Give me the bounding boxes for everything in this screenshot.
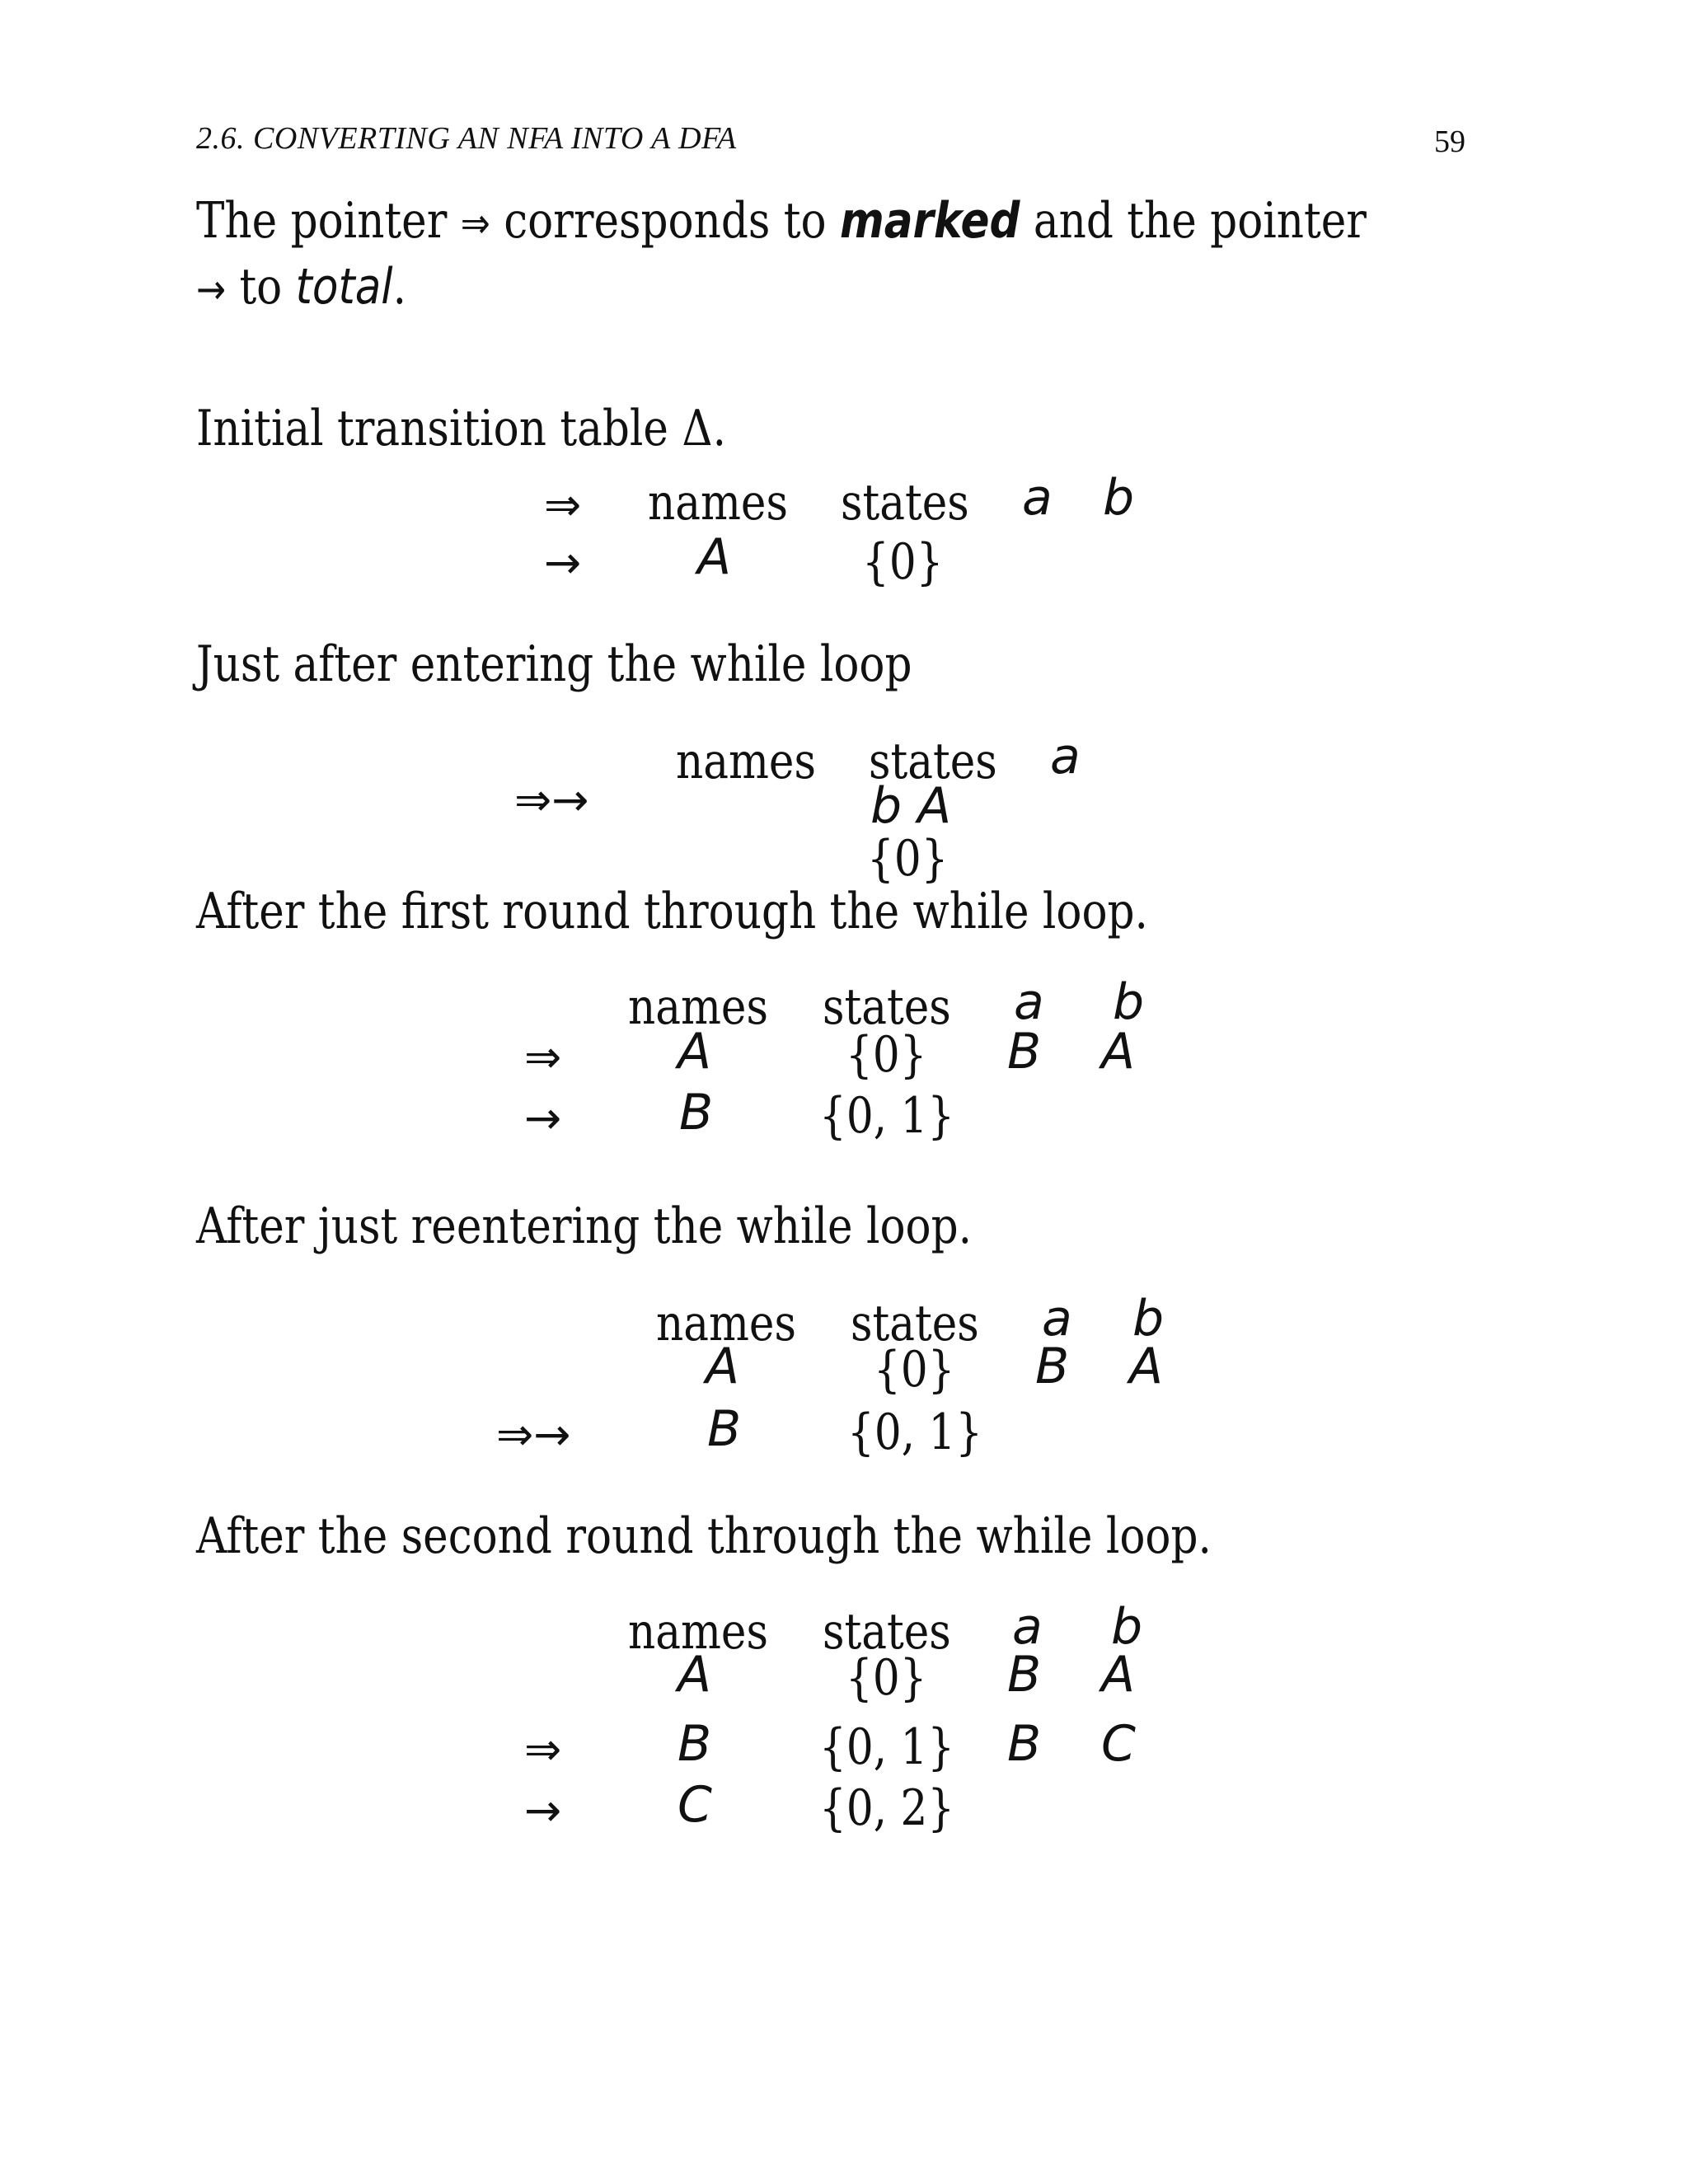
row2-states: {0, 1} (847, 1404, 983, 1461)
intro-text: and the pointer (1020, 192, 1367, 250)
header-states: states (851, 1295, 979, 1352)
total-pointer: → (544, 537, 582, 588)
row1-a: B (1035, 1338, 1070, 1395)
header-names: names (648, 474, 788, 532)
row2-states: {0, 1} (819, 1718, 955, 1776)
row-states: {0} (867, 830, 949, 888)
row1-a: B (1007, 1646, 1042, 1704)
total-pointer: → (524, 1784, 562, 1836)
intro-text: The pointer (196, 192, 461, 250)
row1-name: A (678, 1646, 712, 1704)
marked-pointer: ⇒ (524, 1031, 562, 1083)
header-states: states (823, 978, 951, 1036)
header-names: names (628, 978, 768, 1036)
header-states: states (841, 474, 969, 532)
marked-term: marked (839, 192, 1020, 250)
header-a: a (1042, 1290, 1072, 1347)
page-number: 59 (1434, 124, 1465, 159)
row1-b: A (1129, 1338, 1164, 1395)
header-b: b (1111, 1598, 1143, 1656)
section-heading-initial: Initial transition table Δ. (196, 400, 726, 457)
row1-b: A (1101, 1646, 1136, 1704)
section-heading-second-round: After the second round through the while loop. (196, 1507, 1212, 1565)
section-heading-entering: Just after entering the while loop (196, 635, 912, 693)
row2-name: B (707, 1400, 742, 1458)
row3-name: C (678, 1776, 712, 1834)
intro-line-1 (196, 191, 1367, 253)
header-states: states (823, 1603, 951, 1661)
intro-text: to (226, 258, 296, 316)
intro-text: corresponds to (490, 192, 840, 250)
row2-name: B (678, 1715, 712, 1773)
total-pointer-symbol: → (196, 265, 227, 313)
row2-states: {0, 1} (819, 1087, 955, 1145)
row1-states: {0} (846, 1026, 927, 1084)
row1-a: B (1007, 1023, 1042, 1080)
marked-pointer: ⇒ (524, 1723, 562, 1775)
intro-line-2 (196, 257, 406, 319)
row2-a: B (1007, 1715, 1042, 1773)
intro-text: . (392, 258, 407, 316)
marked-pointer: ⇒ (544, 479, 582, 531)
running-head: 2.6. CONVERTING AN NFA INTO A DFA (196, 121, 737, 156)
header-names: names (676, 733, 816, 790)
row2-name: B (679, 1084, 714, 1141)
row1-name: A (706, 1338, 740, 1395)
section-heading-reentering: After just reentering the while loop. (196, 1197, 973, 1255)
header-names: names (656, 1295, 796, 1352)
row1-b: A (1101, 1023, 1136, 1080)
header-b: b (1132, 1290, 1165, 1347)
header-a: a (1022, 469, 1053, 527)
marked-pointer-symbol: ⇒ (460, 199, 490, 247)
pointer-symbols: ⇒→ (496, 1408, 571, 1460)
total-term: total (295, 258, 393, 316)
row1-states: {0} (846, 1649, 927, 1707)
header-states: states (869, 733, 997, 790)
pointer-symbols: ⇒→ (514, 774, 589, 826)
header-a: a (1050, 728, 1081, 785)
header-names: names (628, 1603, 768, 1661)
header-b: b (1113, 973, 1145, 1031)
row-states: {0} (862, 533, 944, 591)
section-heading-first-round: After the first round through the while loop. (196, 883, 1148, 940)
row3-states: {0, 2} (819, 1779, 955, 1837)
row2-b: C (1101, 1715, 1136, 1773)
header-a: a (1012, 1598, 1043, 1656)
row1-name: A (678, 1023, 712, 1080)
total-pointer: → (524, 1092, 562, 1144)
header-a: a (1014, 973, 1044, 1031)
row-b-and-name: b A (870, 777, 952, 835)
row-name: A (697, 528, 732, 586)
header-b: b (1103, 469, 1135, 527)
row1-states: {0} (874, 1341, 955, 1399)
